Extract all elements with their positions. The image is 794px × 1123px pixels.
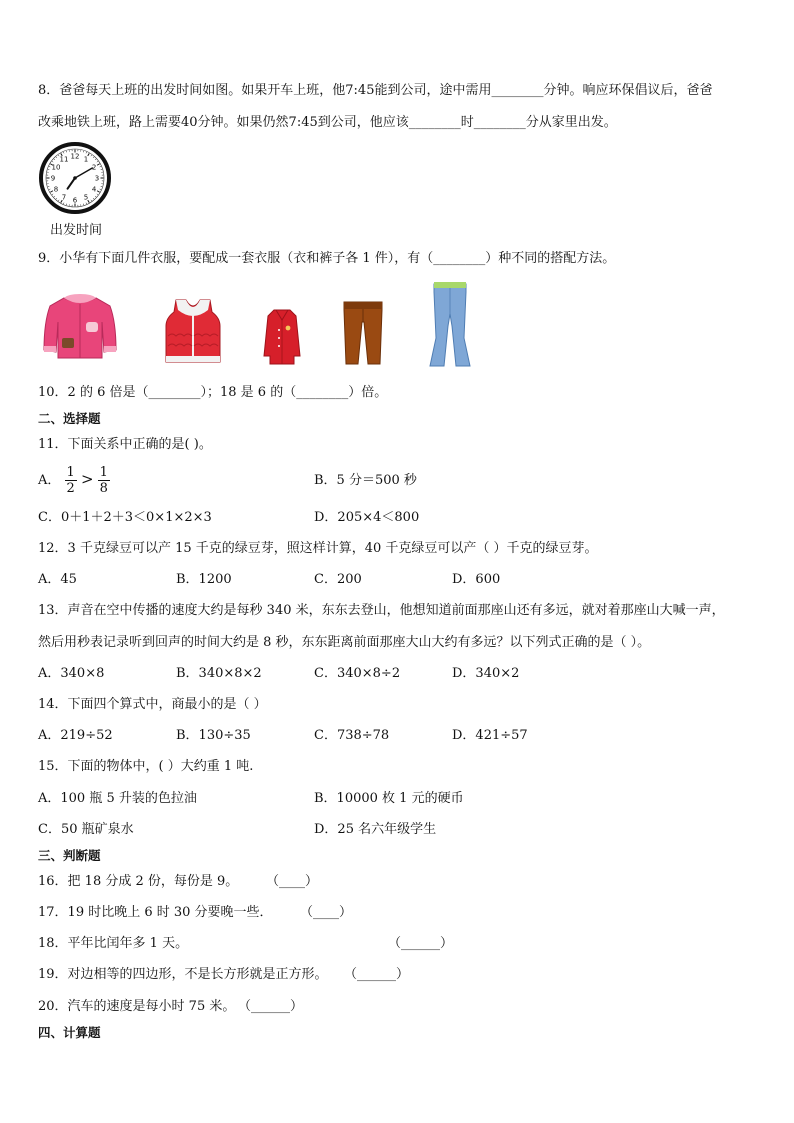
q15-text: 15．下面的物体中，( ）大约重 1 吨.: [38, 759, 254, 774]
section-3-title: 三、判断题: [38, 848, 101, 863]
q19-text: 19．对边相等的四边形，不是长方形就是正方形。: [38, 967, 328, 982]
q8-line2: 改乘地铁上班，路上需要40分钟。如果仍然7:45到公司，他应该________时________分从家里出发。: [38, 115, 617, 130]
q11-option-a: A． $\frac{1}{2}$ > $\frac{1}{8}$: [38, 465, 108, 496]
q13-option-c: C．340×8÷2: [314, 666, 401, 681]
blue-jeans-image: [428, 278, 472, 370]
q11-option-b: B．5 分＝500 秒: [314, 473, 417, 488]
clock-number: 6: [72, 196, 78, 205]
section-2-title: 二、选择题: [38, 411, 101, 426]
clock-number: 11: [59, 155, 69, 164]
q20-text: 20．汽车的速度是每小时 75 米。: [38, 999, 236, 1014]
pink-jacket-image: [40, 292, 120, 362]
q11-option-c: C．0＋1＋2＋3＜0×1×2×3: [38, 510, 212, 525]
q15-option-b: B．10000 枚 1 元的硬币: [314, 791, 464, 806]
q12-option-b: B．1200: [176, 572, 232, 587]
clock-number: 3: [94, 174, 100, 183]
q18-answer-blank[interactable]: （______）: [388, 936, 454, 951]
q9-text: 9．小华有下面几件衣服，要配成一套衣服（衣和裤子各 1 件），有（________）种不同的搭配方法。: [38, 251, 616, 266]
q8-line1: 8．爸爸每天上班的出发时间如图。如果开车上班，他7:45能到公司，途中需用________分钟。响应环保倡议后，爸爸: [38, 83, 713, 98]
q15-option-a: A．100 瓶 5 升装的色拉油: [38, 791, 197, 806]
q17-answer-blank[interactable]: （____）: [300, 905, 353, 920]
q13-line1: 13．声音在空中传播的速度大约是每秒 340 米，东东去登山，他想知道前面那座山还有多远，就对着那座山大喊一声，: [38, 603, 725, 618]
red-vest-image: [162, 296, 224, 366]
clock-number: 2: [91, 163, 97, 172]
q16-answer-blank[interactable]: （____）: [266, 874, 319, 889]
clock-number: 1: [83, 155, 89, 164]
red-coat-image: [262, 306, 302, 366]
q13-line2: 然后用秒表记录听到回声的时间大约是 8 秒，东东距离前面那座大山大约有多远？以下列式正确的是（ ）。: [38, 635, 651, 650]
section-4-title: 四、计算题: [38, 1025, 101, 1040]
q19-answer-blank[interactable]: （______）: [344, 967, 410, 982]
q16-text: 16．把 18 分成 2 份，每份是 9。: [38, 874, 239, 889]
q14-option-b: B．130÷35: [176, 728, 251, 743]
q15-option-d: D．25 名六年级学生: [314, 822, 437, 837]
clock-number: 9: [50, 174, 56, 183]
brown-pants-image: [340, 298, 386, 366]
clock-number: 8: [53, 185, 59, 194]
q11-text: 11．下面关系中正确的是( )。: [38, 437, 212, 452]
q12-option-a: A．45: [38, 572, 77, 587]
clock-icon: [39, 142, 111, 214]
q17-text: 17．19 时比晚上 6 时 30 分要晚一些．: [38, 905, 273, 920]
q13-option-a: A．340×8: [38, 666, 105, 681]
clock-number: 10: [51, 163, 61, 172]
q12-option-d: D．600: [452, 572, 501, 587]
q13-option-b: B．340×8×2: [176, 666, 262, 681]
clock-number: 7: [61, 193, 67, 202]
q12-option-c: C．200: [314, 572, 362, 587]
q11-option-d: D．205×4＜800: [314, 510, 420, 525]
clock-number: 5: [83, 193, 89, 202]
q14-option-c: C．738÷78: [314, 728, 390, 743]
q12-text: 12．3 千克绿豆可以产 15 千克的绿豆芽，照这样计算，40 千克绿豆可以产（ ）千克的绿豆芽。: [38, 541, 598, 556]
q14-option-d: D．421÷57: [452, 728, 528, 743]
q20-answer-blank[interactable]: （______）: [238, 999, 304, 1014]
clock-number: 12: [70, 152, 80, 161]
q14-text: 14．下面四个算式中，商最小的是（ ）: [38, 697, 267, 712]
q10-text: 10．2 的 6 倍是（________）；18 是 6 的（________）倍。: [38, 385, 388, 400]
clock-number: 4: [91, 185, 97, 194]
clock-caption: 出发时间: [50, 223, 103, 238]
q15-option-c: C．50 瓶矿泉水: [38, 822, 134, 837]
q18-text: 18．平年比闰年多 1 天。: [38, 936, 189, 951]
q13-option-d: D．340×2: [452, 666, 520, 681]
q14-option-a: A．219÷52: [38, 728, 113, 743]
